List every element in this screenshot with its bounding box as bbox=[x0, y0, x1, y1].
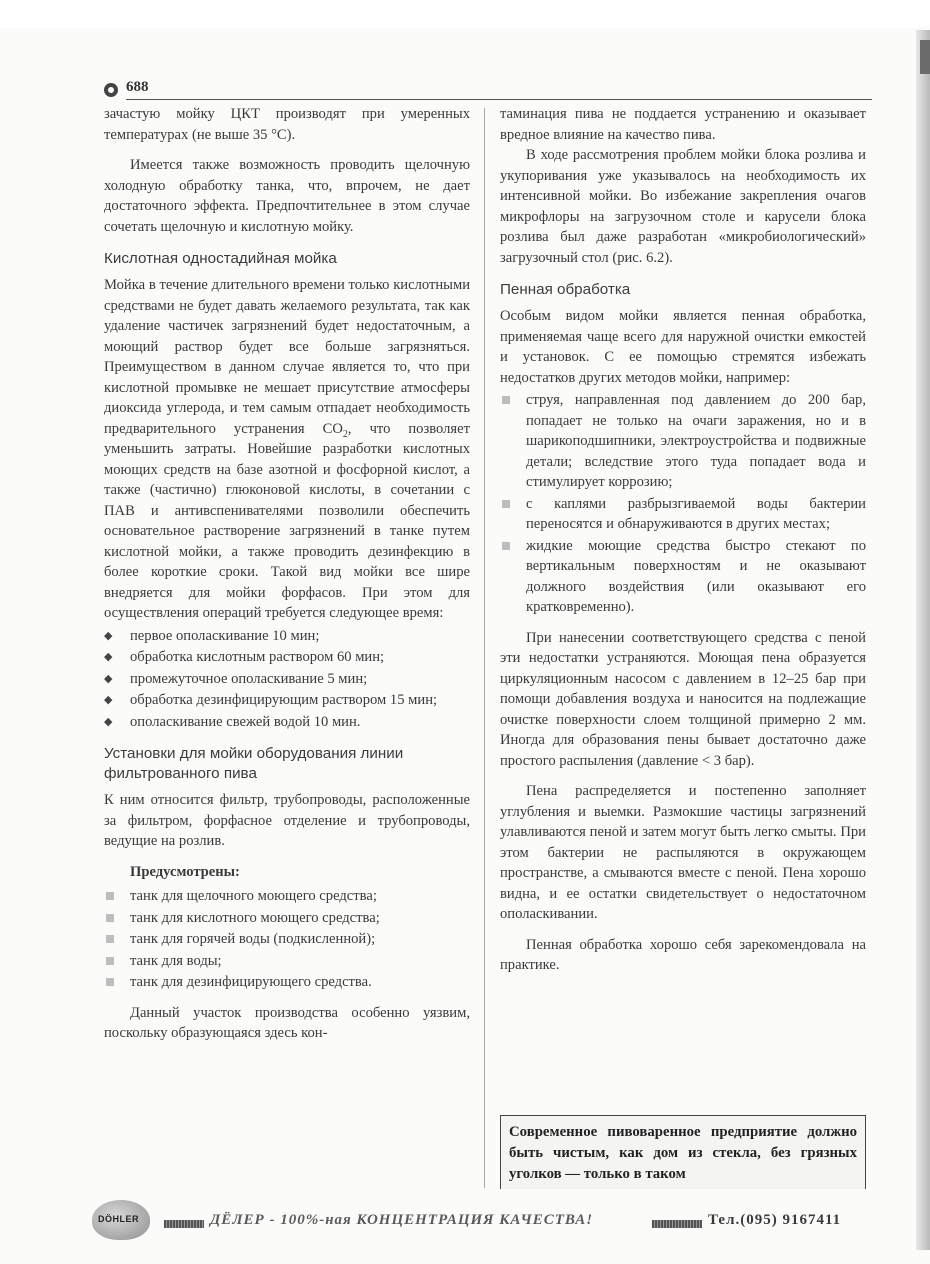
list-item: ◆ первое ополаскивание 10 мин; bbox=[104, 626, 470, 647]
page-marker-icon bbox=[104, 83, 118, 97]
scan-top-margin bbox=[0, 0, 930, 28]
paragraph: Особым видом мойки является пенная обработка, применяемая чаще всего для наружной очистки емкостей и установок. С ее помощью стремятся избежать недостатков других методов мойки, например: bbox=[500, 308, 866, 386]
paragraph: При нанесении соответствующего средства с пеной эти недостатки устраняются. Моющая пена образуется циркуляционным насосом с давлением в 12–25 бар при помощи добавления воздуха и наносится на подлежащие очистке поверхности слоем толщиной примерно 2 мм. Иногда для образования пены бывает достаточно даже простого распыления (давление < 3 бар). bbox=[500, 629, 866, 769]
list-item: ◆ обработка дезинфицирующим раствором 15 мин; bbox=[104, 690, 470, 711]
footer-phone: Тел.(095) 9167411 bbox=[708, 1212, 842, 1228]
list-item: танк для горячей воды (подкисленной); bbox=[104, 929, 470, 950]
header-rule bbox=[126, 99, 872, 100]
list-item: танк для воды; bbox=[104, 951, 470, 972]
callout-box bbox=[500, 1115, 866, 1189]
section-heading: Кислотная одностадийная мойка bbox=[104, 250, 337, 267]
list-item: ◆ обработка кислотным раствором 60 мин; bbox=[104, 647, 470, 668]
footer-slogan: ДЁЛЕР - 100%-ная КОНЦЕНТРАЦИЯ КАЧЕСТВА! bbox=[210, 1212, 594, 1228]
paragraph: В ходе рассмотрения проблем мойки блока розлива и укупоривания уже указывалось на необходимость их интенсивной мойки. Во избежание закрепления очагов микрофлоры на загрузочном столе и карусели блока розлива был даже разработан «микробиологический» загрузочный стол (рис. 6.2). bbox=[500, 147, 866, 266]
footer-banner bbox=[86, 1198, 876, 1246]
paragraph bbox=[104, 275, 470, 624]
list-item: с каплями разбрызгиваемой воды бактерии переносятся и обнаруживаются в других местах; bbox=[500, 494, 866, 535]
issue-list bbox=[500, 390, 866, 618]
section-heading: Установки для мойки оборудования линии фильтрованного пива bbox=[104, 745, 404, 782]
paragraph: Имеется также возможность проводить щелочную холодную обработку танка, что, впрочем, не дает достаточного эффекта. Предпочтительнее в этом случае сочетать щелочную и кислотную мойку. bbox=[104, 157, 470, 235]
page-edge-shadow bbox=[916, 30, 930, 1250]
page-header bbox=[104, 79, 872, 105]
list-lead: Предусмотрены: bbox=[130, 863, 240, 880]
list-item: танк для кислотного моющего средства; bbox=[104, 908, 470, 929]
column-divider bbox=[484, 108, 485, 1188]
page-edge-mark bbox=[920, 40, 930, 74]
paragraph: Пена распределяется и постепенно заполняет углубления и выемки. Размокшие частицы загрязнений улавливаются пеной и затем могут быть легко смыты. При этом бактерии не распыляются в окружающем пространстве, а смываются вместе с пеной. Пена хорошо видна, и ее остатки свидетельствует о недостаточном ополаскивании. bbox=[500, 783, 866, 922]
list-item: танк для щелочного моющего средства; bbox=[104, 886, 470, 907]
paragraph: К ним относится фильтр, трубопроводы, расположенные за фильтром, форфасное отделение и трубопроводы, ведущие на розлив. bbox=[104, 792, 470, 849]
text-run: Мойка в течение длительного времени только кислотными средствами не будет давать желаемого результата, так как удаление частичек загрязнений будет недостаточным, а моющий раствор будет все больше загрязняться. Преимуществом в данном случае является то, что при кислотной промывке не мешает присутствие атмосферы диоксида углерода, и тем самым отпадает необходимость предварительного устранения bbox=[104, 277, 470, 437]
right-column bbox=[500, 104, 866, 976]
co2-formula bbox=[322, 420, 348, 440]
paragraph: зачастую мойку ЦКТ производят при умеренных температурах (не выше 35 °C). bbox=[104, 106, 470, 143]
left-column bbox=[104, 104, 470, 1044]
page-number: 688 bbox=[126, 79, 149, 95]
paragraph: Пенная обработка хорошо себя зарекомендовала на практике. bbox=[500, 936, 866, 973]
time-list bbox=[104, 626, 470, 733]
paragraph: Данный участок производства особенно уязвим, поскольку образующаяся здесь кон- bbox=[104, 1004, 470, 1041]
section-heading: Пенная обработка bbox=[500, 281, 631, 298]
list-item: ◆ ополаскивание свежей водой 10 мин. bbox=[104, 712, 470, 733]
paragraph: таминация пива не поддается устранению и оказывает вредное влияние на качество пива. bbox=[500, 106, 866, 143]
footer-bar-right bbox=[652, 1220, 702, 1228]
formula-base: CO bbox=[322, 420, 343, 437]
footer-bar-left bbox=[164, 1220, 204, 1228]
list-item: струя, направленная под давлением до 200 бар, попадает не только на очаги заражения, но и в шарикоподшипники, электроустройства и подвижные детали; вследствие этого туда попадает вода и стимулирует коррозию; bbox=[500, 390, 866, 493]
text-run: , что позволяет уменьшить затраты. Новейшие разработки кислотных моющих средств на базе азотной и фосфорной кислот, а также (частично) глюконовой кислоты, в сочетании с ПАВ и антивспенивателями позволили обеспечить основательное растворение загрязнений в танке путем кислотной мойки, а также проводить дезинфекцию в более короткие сроки. Такой вид мойки все шире внедряется для мойки форфасов. При этом для осуществления операций требуется следующее время: bbox=[104, 420, 470, 621]
list-item: ◆ промежуточное ополаскивание 5 мин; bbox=[104, 669, 470, 690]
logo-text: DÖHLER bbox=[98, 1214, 139, 1224]
formula-subscript: 2 bbox=[342, 428, 348, 440]
dohler-logo bbox=[86, 1200, 164, 1242]
list-item: жидкие моющие средства быстро стекают по вертикальным поверхностям и не оказывают должного воздействия (или оказывают его кратковременно). bbox=[500, 536, 866, 618]
list-item: танк для дезинфицирующего средства. bbox=[104, 972, 470, 993]
tank-list bbox=[104, 886, 470, 993]
callout-text: Современное пивоваренное предприятие должно быть чистым, как дом из стекла, без грязных уголков — только в таком bbox=[509, 1124, 857, 1182]
